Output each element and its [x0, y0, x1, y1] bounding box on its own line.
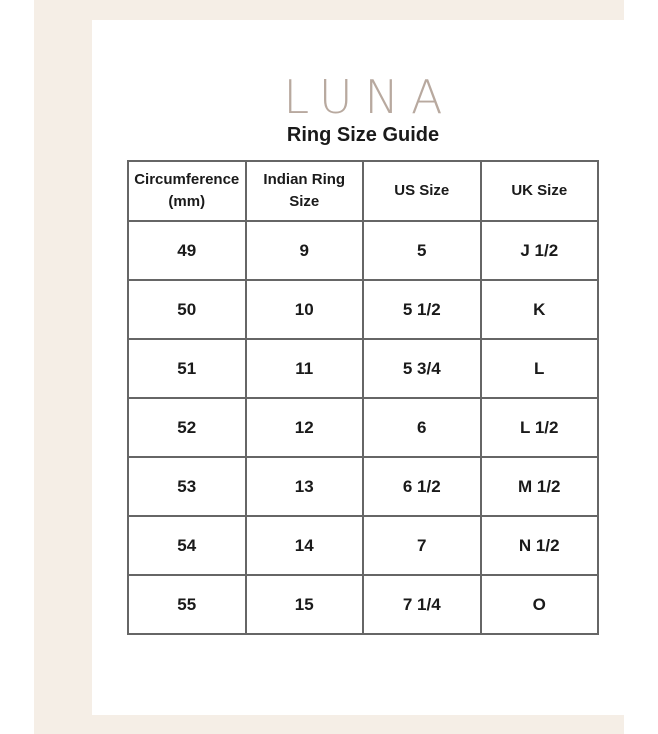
cell-indian-size: 12 [246, 398, 364, 457]
table-row [128, 398, 598, 457]
cell-uk-size: J 1/2 [481, 221, 599, 280]
cell-circumference: 49 [128, 221, 246, 280]
cell-indian-size: 9 [246, 221, 364, 280]
cell-uk-size: M 1/2 [481, 457, 599, 516]
table-header-row [128, 161, 598, 221]
cell-uk-size: L [481, 339, 599, 398]
cell-circumference: 54 [128, 516, 246, 575]
cell-circumference: 50 [128, 280, 246, 339]
cell-uk-size: K [481, 280, 599, 339]
cell-us-size: 5 1/2 [363, 280, 481, 339]
header-indian-size [246, 161, 364, 221]
header-uk-size: UK Size [481, 161, 599, 221]
header-circumference-line1: Circumference [134, 171, 240, 188]
table-row [128, 457, 598, 516]
cell-us-size: 6 [363, 398, 481, 457]
cell-indian-size: 11 [246, 339, 364, 398]
table-row [128, 339, 598, 398]
table-row [128, 221, 598, 280]
table-row [128, 575, 598, 634]
cell-indian-size: 10 [246, 280, 364, 339]
size-guide-card [92, 20, 634, 715]
guide-title: Ring Size Guide [286, 124, 440, 146]
cell-circumference: 53 [128, 457, 246, 516]
cell-indian-size: 14 [246, 516, 364, 575]
cell-us-size: 7 1/4 [363, 575, 481, 634]
cell-circumference: 52 [128, 398, 246, 457]
header-circumference-line2: (mm) [168, 193, 206, 210]
ring-size-table [127, 160, 599, 635]
page-frame [34, 0, 624, 734]
brand-logo: LUNA [283, 70, 455, 124]
cell-circumference: 55 [128, 575, 246, 634]
cell-indian-size: 15 [246, 575, 364, 634]
cell-us-size: 6 1/2 [363, 457, 481, 516]
cell-us-size: 5 3/4 [363, 339, 481, 398]
header-us-size: US Size [363, 161, 481, 221]
cell-indian-size: 13 [246, 457, 364, 516]
header-indian-line1: Indian Ring [263, 171, 346, 188]
table-row [128, 280, 598, 339]
cell-uk-size: O [481, 575, 599, 634]
cell-us-size: 7 [363, 516, 481, 575]
cell-uk-size: L 1/2 [481, 398, 599, 457]
cell-circumference: 51 [128, 339, 246, 398]
header-circumference [128, 161, 246, 221]
cell-uk-size: N 1/2 [481, 516, 599, 575]
cell-us-size: 5 [363, 221, 481, 280]
table-row [128, 516, 598, 575]
header-indian-line2: Size [289, 193, 320, 210]
